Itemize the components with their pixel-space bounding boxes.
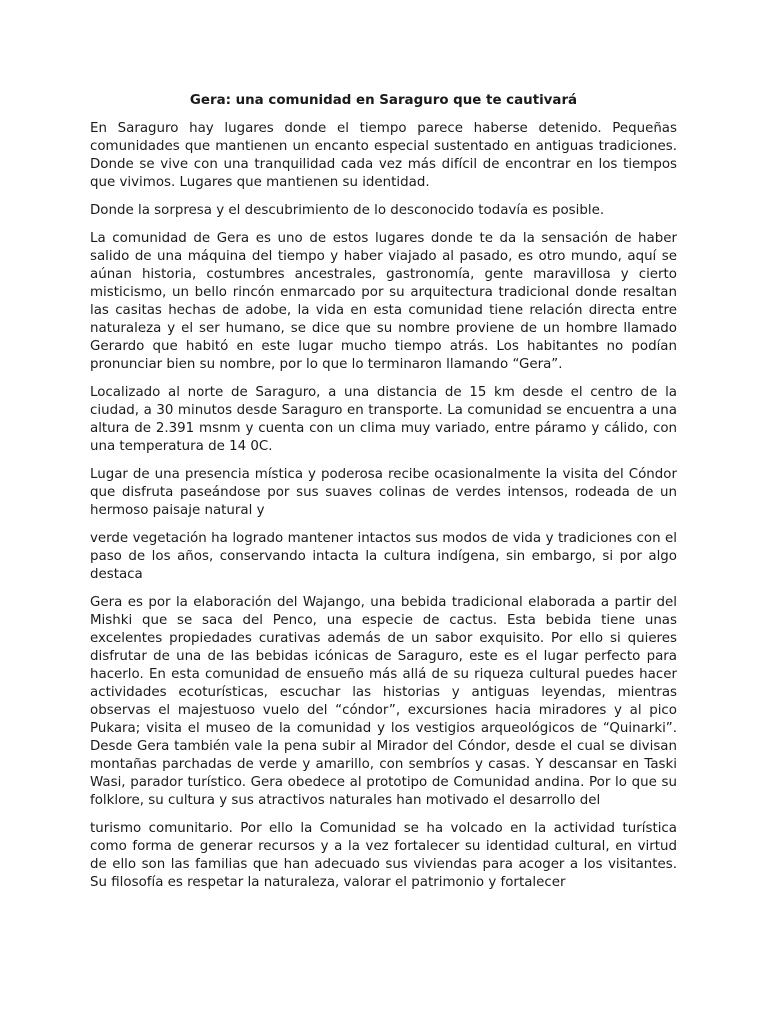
paragraph-location: Localizado al norte de Saraguro, a una distancia de 15 km desde el centro de la ciudad, a 30 minutos desde Saraguro en transporte. La comunidad se encuentra a una altura de 2.391 msnm y cuenta con un clima muy variado, entre páramo y cálido, con una temperatura de 14 0C.: [90, 385, 677, 454]
paragraph-condor: Lugar de una presencia mística y poderosa recibe ocasionalmente la visita del Cóndor que disfruta paseándose por sus suaves colinas de verdes intensos, rodeada de un hermoso paisaje natural y: [90, 467, 677, 518]
paragraph-tourism: turismo comunitario. Por ello la Comunidad se ha volcado en la actividad turística como forma de generar recursos y a la vez fortalecer su identidad cultural, en virtud de ello son las familias que han adecuado sus viviendas para acoger a los visitantes. Su filosofía es respetar la naturaleza, valorar el patrimonio y fortalecer: [90, 821, 677, 890]
document-page: [90, 92, 677, 892]
paragraph-surprise: Donde la sorpresa y el descubrimiento de lo desconocido todavía es posible.: [90, 203, 605, 218]
paragraph-gera-community: La comunidad de Gera es uno de estos lugares donde te da la sensación de haber salido de una máquina del tiempo y haber viajado al pasado, es otro mundo, aquí se aúnan historia, costumbres ancestrales, gastronomía, gente maravillosa y cierto misticismo, un bello rincón enmarcado por su arquitectura tradicional donde resaltan las casitas hechas de adobe, la vida en esta comunidad tiene relación directa entre naturaleza y el ser humano, se dice que su nombre proviene de un hombre llamado Gerardo que habitó en este lugar mucho tiempo atrás. Los habitantes no podían pronunciar bien su nombre, por lo que lo terminaron llamando “Gera”.: [90, 231, 677, 372]
paragraph-wajango: Gera es por la elaboración del Wajango, una bebida tradicional elaborada a partir del Mishki que se saca del Penco, una especie de cactus. Esta bebida tiene unas excelentes propiedades curativas además de un sabor exquisito. Por ello si quieres disfrutar de una de las bebidas icónicas de Saraguro, este es el lugar perfecto para hacerlo. En esta comunidad de ensueño más allá de su riqueza cultural puedes hacer actividades ecoturísticas, escuchar las historias y antiguas leyendas, mientras observas el majestuoso vuelo del “cóndor”, excursiones hacia miradores y al pico Pukara; visita el museo de la comunidad y los vestigios arqueológicos de “Quinarki”. Desde Gera también vale la pena subir al Mirador del Cóndor, desde el cual se divisan montañas parchadas de verde y amarillo, con sembríos y casas. Y descansar en Taski Wasi, parador turístico. Gera obedece al prototipo de Comunidad andina. Por lo que su folklore, su cultura y sus atractivos naturales han motivado el desarrollo del: [90, 595, 677, 808]
document-title: Gera: una comunidad en Saraguro que te cautivará: [189, 93, 578, 108]
paragraph-intro: En Saraguro hay lugares donde el tiempo parece haberse detenido. Pequeñas comunidades que mantienen un encanto especial sustentado en antiguas tradiciones. Donde se vive con una tranquilidad cada vez más difícil de encontrar en los tiempos que vivimos. Lugares que mantienen su identidad.: [90, 121, 677, 190]
paragraph-vegetation: verde vegetación ha logrado mantener intactos sus modos de vida y tradiciones con el paso de los años, conservando intacta la cultura indígena, sin embargo, si por algo destaca: [90, 531, 677, 582]
